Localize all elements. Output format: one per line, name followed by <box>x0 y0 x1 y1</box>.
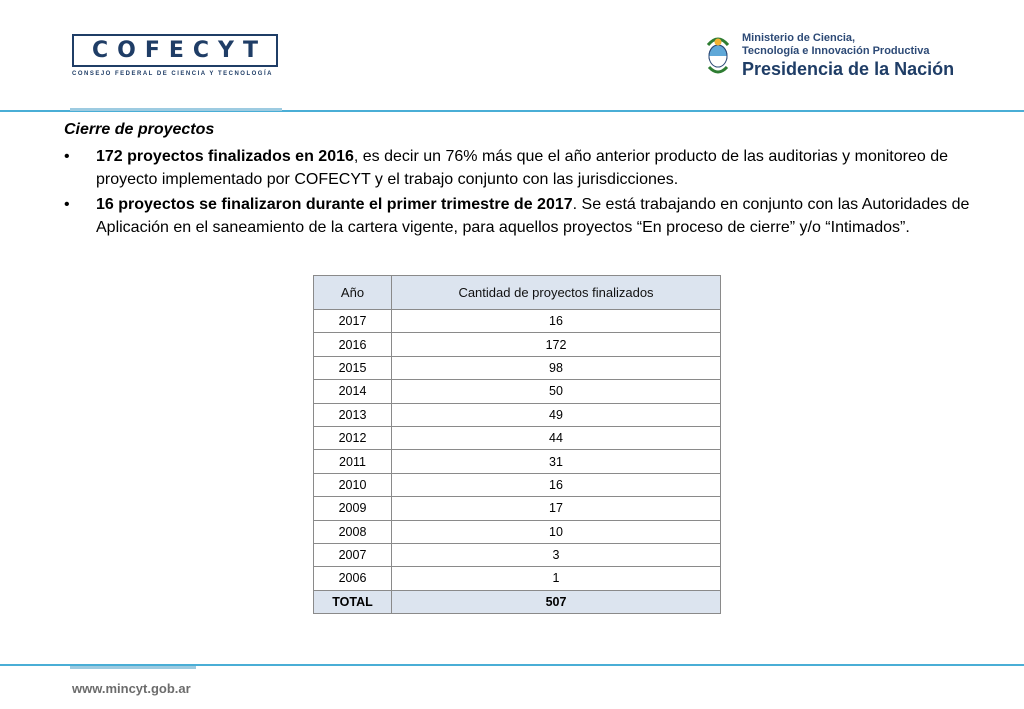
count-cell: 3 <box>392 543 721 566</box>
table-row <box>314 473 721 496</box>
ministry-line-1: Ministerio de Ciencia, <box>742 32 856 44</box>
table-header-row <box>314 276 721 310</box>
table-row <box>314 333 721 356</box>
bullet-item <box>64 194 976 239</box>
bullet-text: , es decir un 76% más que el año anterior producto de las auditorias y monitoreo de proyecto implementado por COFECYT y el trabajo conjunto con las jurisdicciones. <box>96 148 949 188</box>
bullet-marker: • <box>64 148 70 165</box>
table-row <box>314 310 721 333</box>
bullet-bold-text: 172 proyectos finalizados en 2016 <box>96 148 354 165</box>
table-row <box>314 403 721 426</box>
bullet-bold-text: 16 proyectos se finalizaron durante el primer trimestre de 2017 <box>96 196 573 213</box>
count-cell: 50 <box>392 380 721 403</box>
cofecyt-logo <box>72 34 278 67</box>
year-cell: 2011 <box>314 450 392 473</box>
table-row <box>314 497 721 520</box>
year-cell: 2013 <box>314 403 392 426</box>
year-cell: 2009 <box>314 497 392 520</box>
table-row <box>314 380 721 403</box>
table-row <box>314 543 721 566</box>
count-cell: 16 <box>392 310 721 333</box>
logo-title: COFECYT <box>92 38 267 63</box>
year-cell: 2015 <box>314 356 392 379</box>
table-row <box>314 356 721 379</box>
year-cell: 2010 <box>314 473 392 496</box>
footer-divider-accent <box>70 666 196 669</box>
national-coat-of-arms-icon <box>704 31 732 79</box>
total-label-cell: TOTAL <box>314 590 392 613</box>
year-cell: 2012 <box>314 426 392 449</box>
year-cell: 2017 <box>314 310 392 333</box>
table-row <box>314 450 721 473</box>
ministry-line-3: Presidencia de la Nación <box>742 59 955 79</box>
count-cell: 1 <box>392 567 721 590</box>
table-row <box>314 567 721 590</box>
table-row <box>314 426 721 449</box>
count-cell: 16 <box>392 473 721 496</box>
column-header-year: Año <box>314 276 392 310</box>
count-cell: 98 <box>392 356 721 379</box>
column-header-count: Cantidad de proyectos finalizados <box>392 276 721 310</box>
year-cell: 2006 <box>314 567 392 590</box>
count-cell: 17 <box>392 497 721 520</box>
bullet-text: . Se está trabajando en conjunto con las Autoridades de Aplicación en el saneamiento de la cartera vigente, para aquellos proyectos “En proceso de cierre” y/o “Intimados”. <box>96 196 970 236</box>
count-cell: 10 <box>392 520 721 543</box>
ministry-branding <box>742 32 954 80</box>
table-total-row <box>314 590 721 613</box>
count-cell: 172 <box>392 333 721 356</box>
bullet-item <box>64 146 976 191</box>
count-cell: 31 <box>392 450 721 473</box>
ministry-line-2: Tecnología e Innovación Productiva <box>742 45 930 57</box>
footer-url: www.mincyt.gob.ar <box>72 681 191 696</box>
year-cell: 2016 <box>314 333 392 356</box>
year-cell: 2014 <box>314 380 392 403</box>
count-cell: 44 <box>392 426 721 449</box>
year-cell: 2007 <box>314 543 392 566</box>
total-value-cell: 507 <box>392 590 721 613</box>
bullet-marker: • <box>64 196 70 213</box>
table-row <box>314 520 721 543</box>
count-cell: 49 <box>392 403 721 426</box>
bullet-list <box>64 146 976 242</box>
year-cell: 2008 <box>314 520 392 543</box>
logo-subtitle: CONSEJO FEDERAL DE CIENCIA Y TECNOLOGÍA <box>72 71 273 77</box>
header-divider-accent <box>70 108 282 111</box>
section-title: Cierre de proyectos <box>64 121 215 138</box>
projects-table <box>313 275 721 614</box>
